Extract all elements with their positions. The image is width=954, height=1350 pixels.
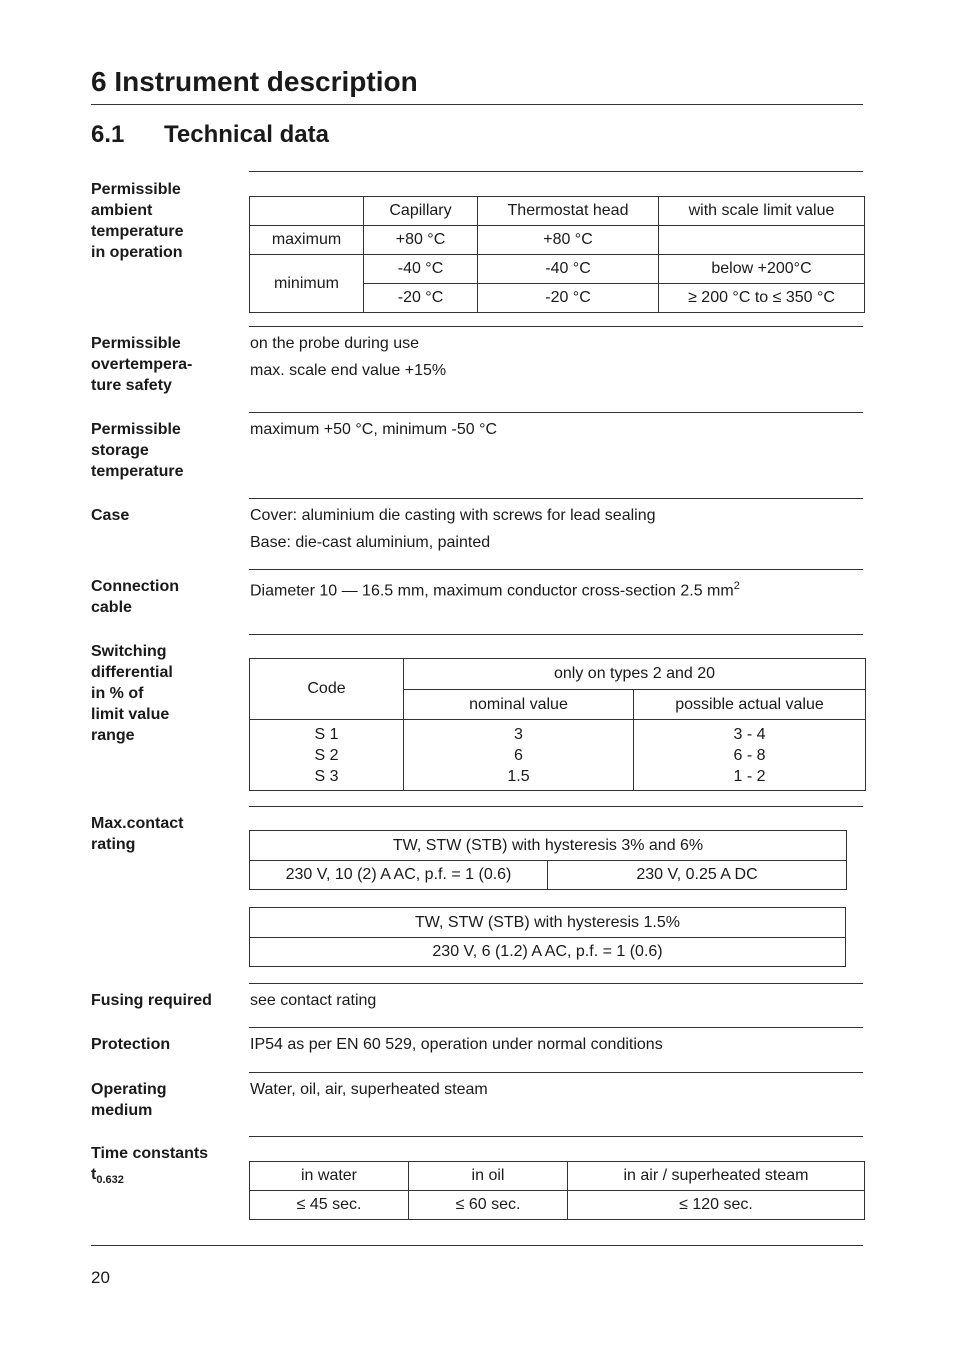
row-rule (249, 1136, 863, 1137)
table-cell: ≤ 60 sec. (409, 1191, 568, 1220)
row-rule (249, 498, 863, 499)
row-label-maximum: maximum (250, 226, 364, 255)
time-symbol: $t_{0.632}$ (91, 1166, 124, 1187)
table-cell: -20 °C (478, 284, 659, 313)
table-header: possible actual value (634, 690, 866, 720)
time-table (249, 1161, 865, 1220)
table-cell: S 1 S 2 S 3 (250, 720, 404, 791)
table-header: TW, STW (STB) with hysteresis 1.5% (250, 908, 846, 938)
page-number: 20 (91, 1268, 110, 1287)
table-cell: -40 °C (364, 255, 478, 284)
protection-text: IP54 as per EN 60 529, operation under normal conditions (250, 1036, 663, 1053)
storage-text: maximum +50 °C, minimum -50 °C (250, 421, 498, 438)
table-header (250, 197, 364, 226)
case-text: Cover: aluminium die casting with screws for lead sealing Base: die-cast aluminium, painted (250, 507, 656, 551)
row-rule (249, 1072, 863, 1073)
contact-label: Max.contact rating (91, 815, 184, 853)
section-title (91, 121, 329, 149)
row-label-minimum: minimum (250, 255, 364, 313)
footer-rule (91, 1245, 863, 1246)
row-rule (249, 412, 863, 413)
row-rule (249, 326, 863, 327)
table-header: Thermostat head (478, 197, 659, 226)
table-cell: 230 V, 0.25 A DC (548, 861, 847, 890)
case-label: Case (91, 507, 130, 524)
time-label: Time constants $t_{0.632}$ (91, 1143, 249, 1191)
table-cell: 3 6 1.5 (404, 720, 634, 791)
cable-text: Diameter 10 — 16.5 mm, maximum conductor cross-section 2.5 $mm^2$ (250, 580, 740, 600)
row-rule (249, 634, 863, 635)
medium-label: Operating medium (91, 1081, 167, 1119)
table-header: in oil (409, 1162, 568, 1191)
medium-text: Water, oil, air, superheated steam (250, 1081, 488, 1098)
table-cell: 230 V, 6 (1.2) A AC, p.f. = 1 (0.6) (250, 938, 846, 967)
table-header: with scale limit value (659, 197, 865, 226)
switching-table (249, 658, 866, 791)
table-header: nominal value (404, 690, 634, 720)
table-cell: 230 V, 10 (2) A AC, p.f. = 1 (0.6) (250, 861, 548, 890)
contact-table-1 (249, 830, 847, 890)
table-cell: 3 - 4 6 - 8 1 - 2 (634, 720, 866, 791)
table-header: TW, STW (STB) with hysteresis 3% and 6% (250, 831, 847, 861)
fusing-label: Fusing required (91, 992, 212, 1009)
table-cell: +80 °C (364, 226, 478, 255)
superscript: 2 (733, 580, 740, 592)
overtemp-label: Permissible overtempera- ture safety (91, 335, 193, 394)
chapter-title: 6 Instrument description (91, 66, 418, 97)
ambient-label: Permissible ambient temperature in operation (91, 181, 184, 261)
overtemp-text: on the probe during use max. scale end value +15% (250, 335, 447, 379)
cable-label: Connection cable (91, 578, 179, 616)
table-header: in water (250, 1162, 409, 1191)
table-cell (659, 226, 865, 255)
section-number: 6.1 (91, 121, 125, 148)
table-cell: -20 °C (364, 284, 478, 313)
table-cell: ≥ 200 °C to ≤ 350 °C (659, 284, 865, 313)
table-cell: below +200°C (659, 255, 865, 284)
table-header: only on types 2 and 20 (404, 659, 866, 690)
contact-table-2 (249, 907, 846, 967)
table-header: in air / superheated steam (568, 1162, 865, 1191)
row-rule (249, 806, 863, 807)
switching-label: Switching differential in % of limit value range (91, 643, 173, 744)
ambient-table (249, 196, 865, 313)
table-cell: -40 °C (478, 255, 659, 284)
table-header: Code (250, 659, 404, 720)
row-rule (249, 171, 863, 172)
chapter-rule (91, 104, 863, 105)
row-rule (249, 1027, 863, 1028)
table-cell: ≤ 120 sec. (568, 1191, 865, 1220)
row-rule (249, 983, 863, 984)
table-header: Capillary (364, 197, 478, 226)
table-cell: +80 °C (478, 226, 659, 255)
row-rule (249, 569, 863, 570)
storage-label: Permissible storage temperature (91, 421, 184, 480)
protection-label: Protection (91, 1036, 171, 1053)
section-heading: Technical data (164, 121, 329, 148)
table-cell: ≤ 45 sec. (250, 1191, 409, 1220)
fusing-text: see contact rating (250, 992, 377, 1009)
